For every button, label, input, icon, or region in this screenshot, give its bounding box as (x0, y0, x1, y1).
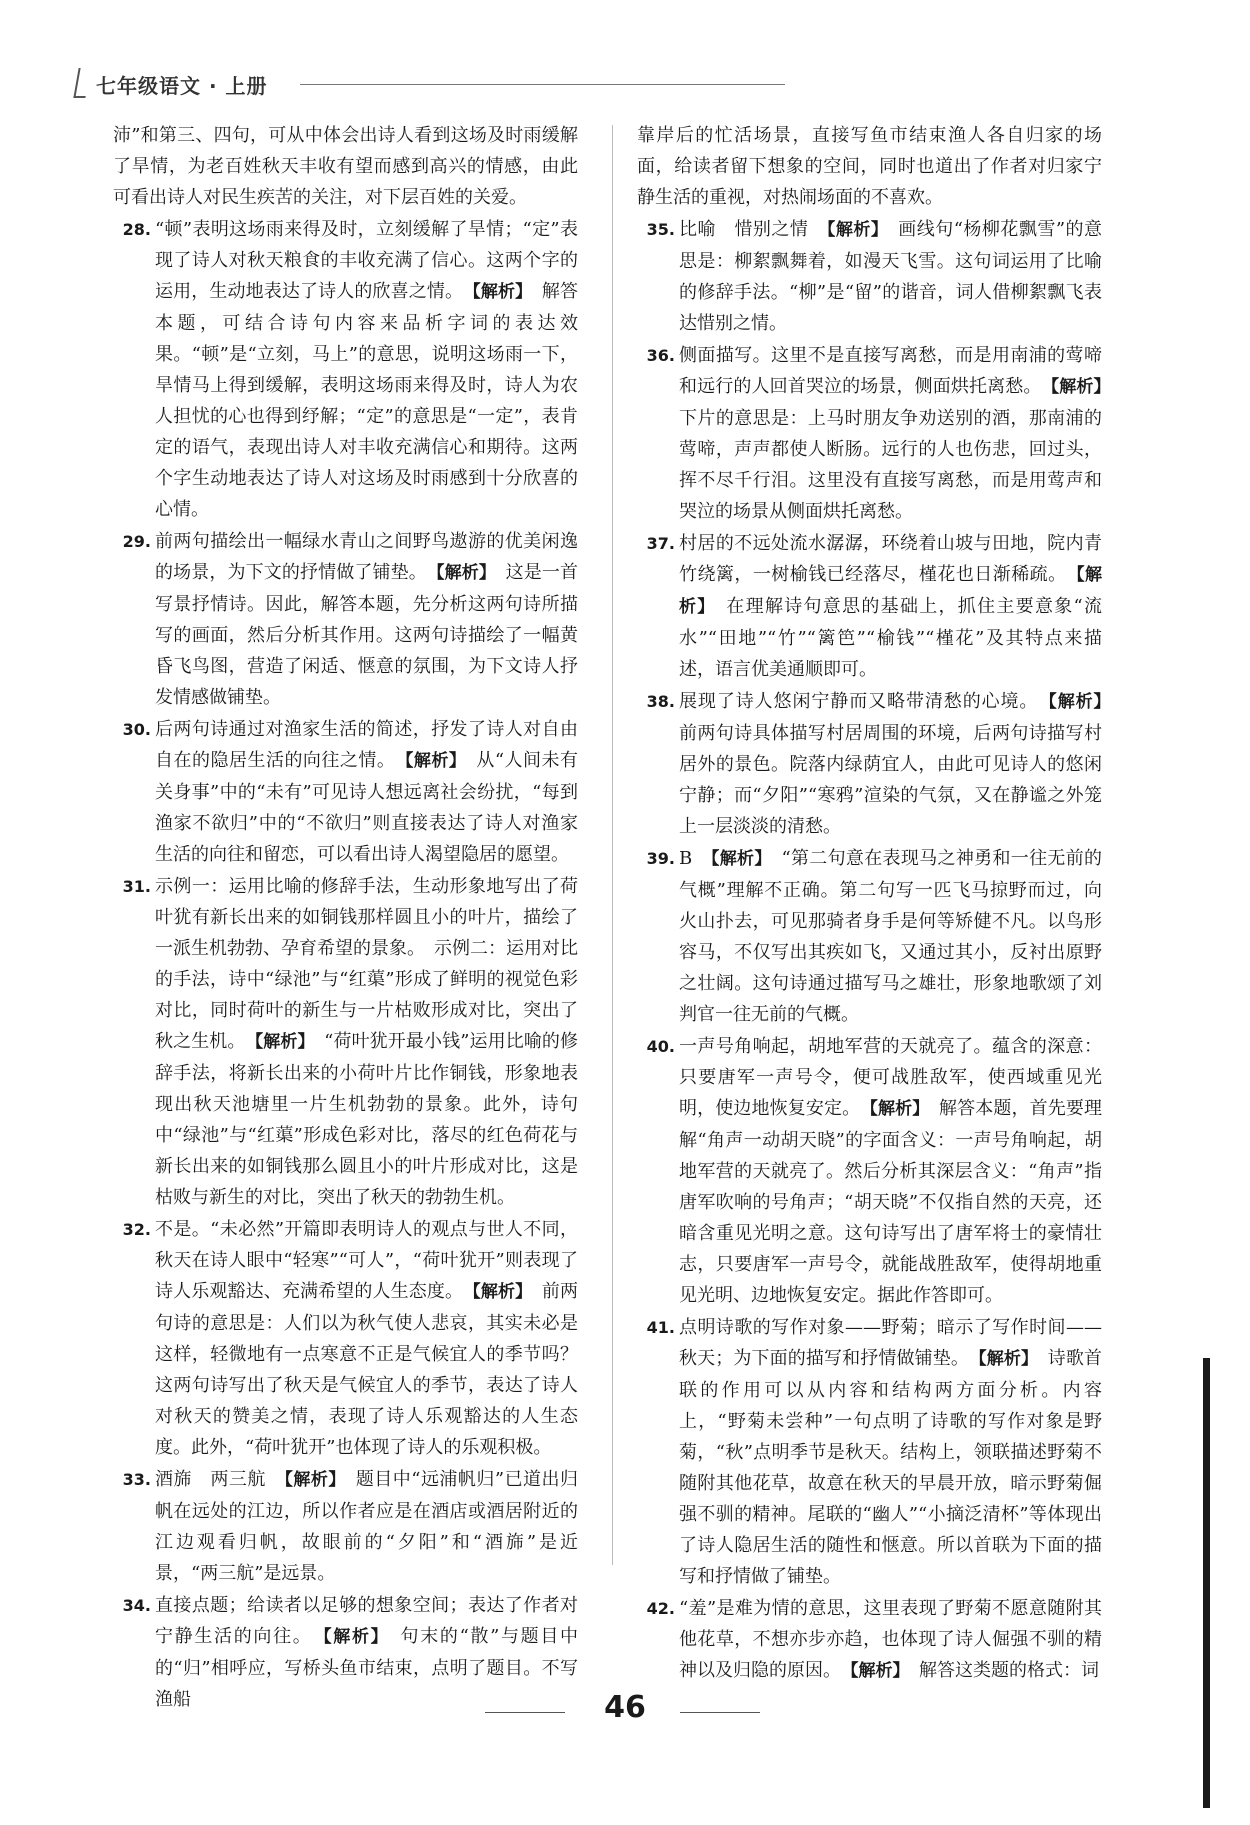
answer-body (679, 340, 1102, 527)
answer-number: 36. (646, 346, 675, 365)
analysis-label: 【解析】 (323, 1627, 381, 1647)
analysis-label: 【解析】 (1048, 692, 1103, 712)
answer-item (113, 871, 578, 1213)
answer-item (113, 1214, 578, 1463)
analysis-label: 【解析】 (436, 563, 488, 583)
answer-item (637, 340, 1102, 527)
analysis-label: 【解析】 (472, 282, 524, 302)
answer-body (679, 214, 1102, 339)
page-edge-bar (1203, 1358, 1210, 1808)
analysis-label: 【解析】 (826, 220, 880, 240)
analysis-label: 【解析】 (850, 1661, 901, 1681)
answer-number: 29. (122, 532, 151, 551)
answer-item (637, 1593, 1102, 1687)
answer-body (679, 1031, 1102, 1311)
answer-number: 40. (646, 1037, 675, 1056)
answer-body (155, 214, 578, 525)
answer-text: B (679, 848, 693, 869)
right-column (637, 120, 1102, 1688)
answer-text: 靠岸后的忙活场景，直接写鱼市结束渔人各自归家的场面，给读者留下想象的空间，同时也道出了作者对归家宁静生活的重视，对热闹场面的不喜欢。 (637, 125, 1102, 208)
answer-body (113, 120, 578, 213)
answer-number: 31. (122, 877, 151, 896)
answer-number: 34. (122, 1596, 151, 1615)
answer-item (113, 1464, 578, 1589)
answer-text: 直接点题；给读者以足够的想象空间；表达了作者对宁静生活的向往。 (155, 1595, 578, 1647)
answer-text: 展现了诗人悠闲宁静而又略带清愁的心境。 (679, 691, 1030, 712)
answer-text: 后两句诗通过对渔家生活的简述，抒发了诗人对自由自在的隐居生活的向往之情。 (155, 719, 578, 771)
analysis-label: 【解析】 (978, 1349, 1030, 1369)
analysis-text: 解答本题，可结合诗句内容来品析字词的表达效果。“顿”是“立刻，马上”的意思，说明这场雨一下，旱情马上得到缓解，表明这场雨来得及时，诗人为农人担忧的心也得到纾解；“定”的意思是“一定”，表肯定的语气，表现出诗人对丰收充满信心和期待。这两个字生动地表达了诗人对这场及时雨感到十分欣喜的心情。 (155, 281, 578, 520)
answer-text: 不是。“未必然”开篇即表明诗人的观点与世人不同，秋天在诗人眼中“轻寒”“可人”，“荷叶犹开”则表现了诗人乐观豁达、充满希望的人生态度。 (155, 1219, 578, 1302)
analysis-text: 解答本题，首先要理解“角声一动胡天晓”的字面含义：一声号角响起，胡地军营的天就亮了。然后分析其深层含义：“角声”指唐军吹响的号角声；“胡天晓”不仅指自然的天亮，还暗含重见光明之意。这句诗写出了唐军将士的豪情壮志，只要唐军一声号令，就能战胜敌军，使得胡地重见光明、边地恢复安定。据此作答即可。 (679, 1098, 1102, 1306)
answer-text: 比喻 惜别之情 (679, 219, 809, 240)
analysis-label: 【解析】 (472, 1282, 524, 1302)
answer-number: 32. (122, 1220, 151, 1239)
answer-number: 33. (122, 1470, 151, 1489)
analysis-text: 从“人间未有关身事”中的“未有”可见诗人想远离社会纷扰，“每到渔家不欲归”中的“不欲归”则直接表达了诗人对渔家生活的向往和留恋，可以看出诗人渴望隐居的愿望。 (155, 750, 579, 865)
footer-rule-right (680, 1712, 760, 1713)
answer-item (113, 214, 578, 525)
analysis-text: “荷叶犹开最小钱”运用比喻的修辞手法，将新长出来的小荷叶片比作铜钱，形象地表现出秋天池塘里一片生机勃勃的景象。此外，诗句中“绿池”与“红蕖”形成色彩对比，落尽的红色荷花与新长出来的如铜钱那么圆且小的叶片形成对比，这是枯败与新生的对比，突出了秋天的勃勃生机。 (155, 1031, 579, 1208)
header-title: 七年级语文 · 上册 (96, 74, 268, 98)
answer-body (155, 1464, 578, 1589)
answer-text: 一声号角响起，胡地军营的天就亮了。蕴含的深意：只要唐军一声号令，便可战胜敌军，使西域重见光明，使边地恢复安定。 (679, 1036, 1102, 1119)
answer-text: 沛”和第三、四句，可从中体会出诗人看到这场及时雨缓解了旱情，为老百姓秋天丰收有望而感到高兴的情感，由此可看出诗人对民生疾苦的关注，对下层百姓的关爱。 (113, 125, 578, 208)
answer-item (637, 214, 1102, 339)
analysis-label: 【解析】 (679, 565, 1103, 617)
header-bracket (73, 68, 90, 98)
answer-number: 42. (646, 1599, 675, 1618)
answer-text: 示例一：运用比喻的修辞手法，生动形象地写出了荷叶犹有新长出来的如铜钱那样圆且小的叶片，描绘了一派生机勃勃、孕育希望的景象。 示例二：运用对比的手法，诗中“绿池”与“红蕖”形成了鲜明的视觉色彩对比，同时荷叶的新生与一片枯败形成对比，突出了秋之生机。 (155, 876, 578, 1052)
header-rule (300, 84, 785, 85)
left-column (113, 120, 578, 1716)
answer-number: 28. (122, 220, 151, 239)
answer-number: 39. (646, 849, 675, 868)
answer-number: 30. (122, 720, 151, 739)
answer-item (113, 526, 578, 713)
analysis-label: 【解析】 (710, 849, 764, 869)
answer-item (637, 528, 1102, 685)
answer-number: 35. (646, 220, 675, 239)
answer-text: 村居的不远处流水潺潺，环绕着山坡与田地，院内青竹绕篱，一树榆钱已经落尽，槿花也日渐稀疏。 (679, 533, 1102, 585)
analysis-label: 【解析】 (404, 751, 458, 771)
analysis-text: 解答这类题的格式：词 (919, 1660, 1099, 1681)
answer-body (155, 871, 578, 1213)
page-footer (0, 1690, 1250, 1730)
answer-body (679, 843, 1102, 1030)
analysis-label: 【解析】 (284, 1470, 338, 1490)
analysis-label: 【解析】 (869, 1099, 921, 1119)
analysis-text: “第二句意在表现马之神勇和一往无前的气概”理解不正确。第二句写一匹飞马掠野而过，向火山扑去，可见那骑者身手是何等矫健不凡。以鸟形容马，不仅写出其疾如飞，又通过其小，反衬出原野之壮阔。这句诗通过描写马之雄壮，形象地歌颂了刘判官一往无前的气概。 (679, 848, 1103, 1025)
answer-item (637, 843, 1102, 1030)
column-divider (612, 125, 613, 1565)
page-number: 46 (604, 1690, 646, 1725)
answer-body (155, 714, 578, 870)
answer-text: 侧面描写。这里不是直接写离愁，而是用南浦的莺啼和远行的人回首哭泣的场景，侧面烘托离愁。 (679, 345, 1102, 397)
analysis-label: 【解析】 (1050, 377, 1102, 397)
answer-item (113, 714, 578, 870)
answer-number: 41. (646, 1318, 675, 1337)
answer-text: “羞”是难为情的意思，这里表现了野菊不愿意随附其他花草，不想亦步亦趋，也体现了诗人倔强不驯的精神以及归隐的原因。 (679, 1598, 1102, 1681)
footer-rule-left (485, 1712, 565, 1713)
analysis-text: 前两句诗的意思是：人们以为秋气使人悲哀，其实未必是这样，轻微地有一点寒意不正是气候宜人的季节吗？这两句诗写出了秋天是气候宜人的季节，表达了诗人对秋天的赞美之情，表现了诗人乐观豁达的人生态度。此外，“荷叶犹开”也体现了诗人的乐观积极。 (155, 1281, 578, 1458)
answer-body (679, 686, 1102, 842)
analysis-text: 题目中“远浦帆归”已道出归帆在远处的江边，所以作者应是在酒店或酒居附近的江边观看归帆，故眼前的“夕阳”和“酒旆”是近景，“两三航”是远景。 (155, 1469, 579, 1584)
answer-number: 37. (646, 534, 675, 553)
answer-body (679, 1593, 1102, 1687)
analysis-text: 这是一首写景抒情诗。因此，解答本题，先分析这两句诗所描写的画面，然后分析其作用。这两句诗描绘了一幅黄昏飞鸟图，营造了闲适、惬意的氛围，为下文诗人抒发情感做铺垫。 (155, 562, 578, 708)
analysis-text: 前两句诗具体描写村居周围的环境，后两句诗描写村居外的景色。院落内绿荫宜人，由此可见诗人的悠闲宁静；而“夕阳”“寒鸦”渲染的气氛，又在静谧之外笼上一层淡淡的清愁。 (679, 723, 1102, 837)
answer-body (155, 526, 578, 713)
answer-item (637, 1031, 1102, 1311)
answer-text: “顿”表明这场雨来得及时，立刻缓解了旱情；“定”表现了诗人对秋天粮食的丰收充满了信心。这两个字的运用，生动地表达了诗人的欣喜之情。 (155, 219, 578, 302)
answer-number: 38. (646, 692, 675, 711)
analysis-text: 画线句“杨柳花飘雪”的意思是：柳絮飘舞着，如漫天飞雪。这句词运用了比喻的修辞手法。“柳”是“留”的谐音，词人借柳絮飘飞表达惜别之情。 (679, 219, 1103, 334)
answer-text: 点明诗歌的写作对象——野菊；暗示了写作时间——秋天；为下面的描写和抒情做铺垫。 (679, 1317, 1102, 1369)
answer-item (637, 1312, 1102, 1592)
analysis-text: 在理解诗句意思的基础上，抓住主要意象“流水”“田地”“竹”“篱笆”“榆钱”“槿花”及其特点来描述，语言优美通顺即可。 (679, 596, 1103, 680)
running-header (70, 62, 785, 102)
answer-text: 前两句描绘出一幅绿水青山之间野鸟遨游的优美闲逸的场景，为下文的抒情做了铺垫。 (155, 531, 578, 583)
answer-continuation (637, 120, 1102, 213)
answer-body (637, 120, 1102, 213)
answer-body (679, 1312, 1102, 1592)
answer-item (637, 686, 1102, 842)
analysis-text: 诗歌首联的作用可以从内容和结构两方面分析。内容上，“野菊未尝种”一句点明了诗歌的写作对象是野菊，“秋”点明季节是秋天。结构上，领联描述野菊不随附其他花草，故意在秋天的早晨开放，暗示野菊倔强不驯的精神。尾联的“幽人”“小摘泛清杯”等体现出了诗人隐居生活的随性和惬意。所以首联为下面的描写和抒情做了铺垫。 (679, 1348, 1102, 1587)
analysis-label: 【解析】 (254, 1032, 307, 1052)
answer-body (155, 1214, 578, 1463)
analysis-text: 句末的“散”与题目中的“归”相呼应，写桥头鱼市结束，点明了题目。不写渔船 (155, 1626, 579, 1710)
answer-body (679, 528, 1102, 685)
answer-text: 酒旆 两三航 (155, 1469, 266, 1490)
analysis-text: 下片的意思是：上马时朋友争劝送别的酒，那南浦的莺啼，声声都使人断肠。远行的人也伤悲，回过头，挥不尽千行泪。这里没有直接写离愁，而是用莺声和哭泣的场景从侧面烘托离愁。 (679, 408, 1102, 522)
answer-continuation (113, 120, 578, 213)
